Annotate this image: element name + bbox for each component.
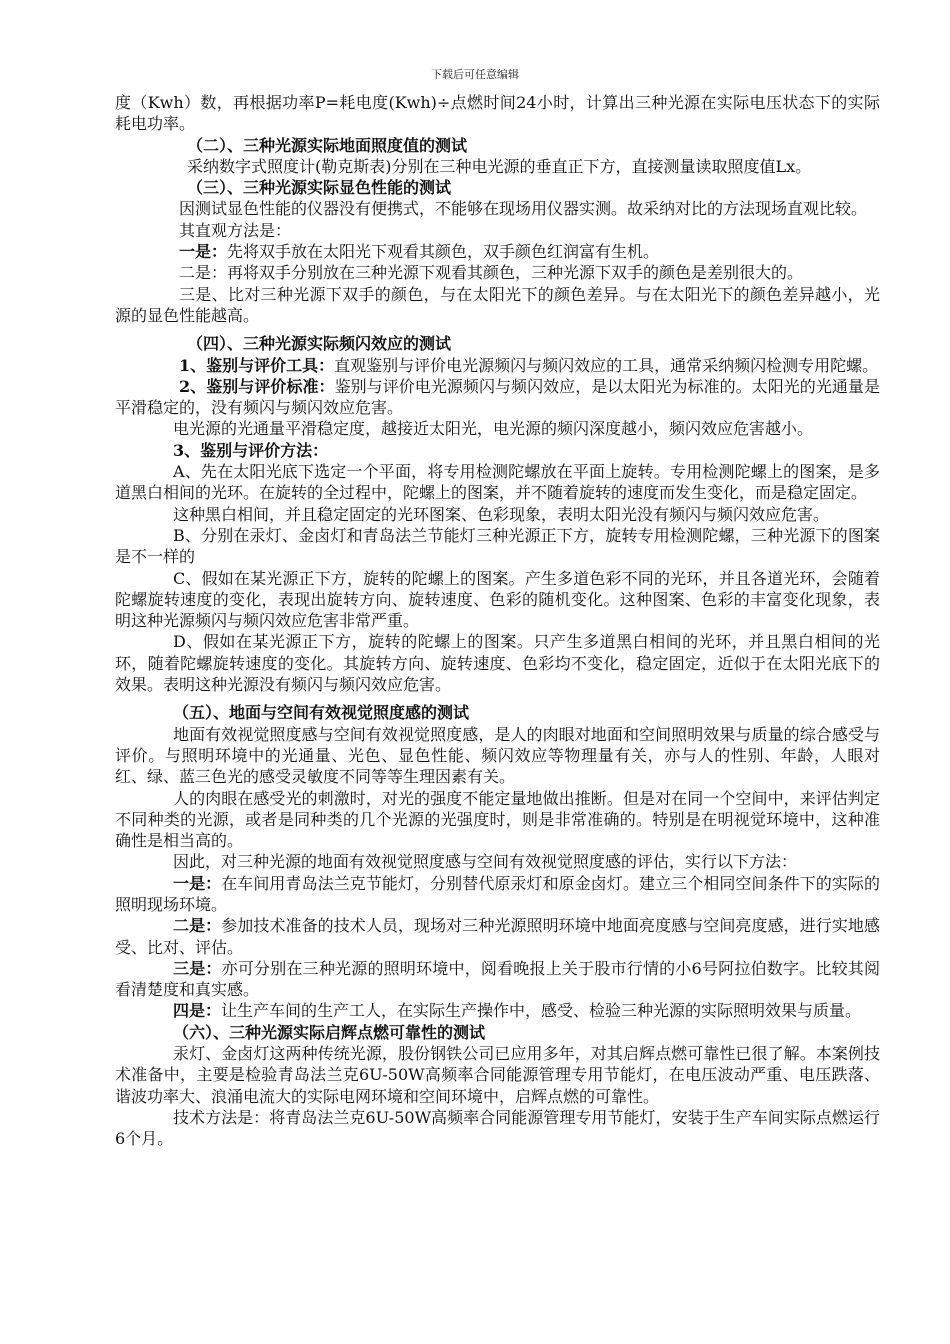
paragraph: 电光源的光通量平滑稳定度，越接近太阳光，电光源的频闪深度越小，频闪效应危害越小。: [173, 419, 814, 439]
item-text: 在车间用青岛法兰克节能灯，分别替代原汞灯和原金卤灯。建立三个相同空间条件下的实际的照明现场环境。: [115, 873, 880, 914]
paragraph: [115, 1000, 880, 1021]
item-text: 让生产车间的生产工人，在实际生产操作中，感受、检验三种光源的实际照明效果与质量。: [221, 1001, 862, 1021]
item-text: 直观鉴别与评价电光源频闪与频闪效应的工具，通常采纳频闪检测专用陀螺。: [334, 355, 879, 375]
item-label: 一是：: [179, 242, 228, 262]
item-label: 三是：: [173, 958, 222, 978]
paragraph: 因此，对三种光源的地面有效视觉照度感与空间有效视觉照度感的评估，实行以下方法：: [173, 852, 798, 872]
paragraph: [115, 915, 880, 958]
section-heading-4: （四）、三种光源实际频闪效应的测试: [187, 334, 452, 354]
paragraph: 其直观方法是：: [179, 220, 292, 240]
paragraph: 二是：再将双手分别放在三种光源下观看其颜色，三种光源下双手的颜色是差别很大的。: [179, 263, 804, 283]
paragraph: [115, 241, 880, 262]
paragraph: D、假如在某光源正下方，旋转的陀螺上的图案。只产生多道黑白相间的光环，并且黑白相间的光环，随着陀螺旋转速度的变化。其旋转方向、旋转速度、色彩均不变化，稳定固定，近似于在太阳光底下的效果。表明这种光源没有频闪与频闪效应危害。: [115, 632, 880, 695]
paragraph: 采纳数字式照度计(勒克斯表)分别在三种电光源的垂直正下方，直接测量读取照度值Lx。: [187, 156, 812, 176]
document-body: [115, 92, 880, 1150]
paragraph: [115, 355, 880, 376]
item-text: 亦可分别在三种光源的照明环境中，阅看晚报上关于股市行情的小6号阿拉伯数字。比较其阅看清楚度和真实感。: [115, 958, 880, 1000]
section-heading-2: （二）、三种光源实际地面照度值的测试: [187, 135, 468, 155]
paragraph: [115, 376, 880, 419]
item-text: 先将双手放在太阳光下观看其颜色，双手颜色红润富有生机。: [227, 242, 660, 262]
section-heading-3: （三）、三种光源实际显色性能的测试: [187, 178, 452, 198]
paragraph: [115, 873, 880, 916]
paragraph: 技术方法是：将青岛法兰克6U-50W高频率合同能源管理专用节能灯，安装于生产车间实际点燃运行6个月。: [115, 1107, 880, 1149]
paragraph: A、先在太阳光底下选定一个平面，将专用检测陀螺放在平面上旋转。专用检测陀螺上的图案，是多道黑白相间的光环。在旋转的全过程中，陀螺上的图案，并不随着旋转的速度而发生变化，而是稳定固定。: [115, 462, 880, 503]
item-label: 一是：: [173, 873, 222, 893]
item-text: 鉴别与评价电光源频闪与频闪效应，是以太阳光为标准的。太阳光的光通量是平滑稳定的，没有频闪与频闪效应危害。: [115, 376, 880, 418]
item-text: 参加技术准备的技术人员，现场对三种光源照明环境中地面亮度感与空间亮度感，进行实地感受、比对、评估。: [115, 916, 880, 957]
section-heading-5: （五）、地面与空间有效视觉照度感的测试: [173, 703, 470, 723]
section-heading-6: （六）、三种光源实际启辉点燃可靠性的测试: [173, 1022, 486, 1042]
paragraph: 三是、比对三种光源下双手的颜色，与在太阳光下的颜色差异。与在太阳光下的颜色差异越小，光源的显色性能越高。: [115, 284, 880, 325]
item-label: 2、鉴别与评价标准：: [179, 376, 335, 396]
paragraph: B、分别在汞灯、金卤灯和青岛法兰节能灯三种光源正下方，旋转专用检测陀螺，三种光源下的图案是不一样的: [115, 525, 880, 567]
paragraph: 人的肉眼在感受光的刺激时，对光的强度不能定量地做出推断。但是对在同一个空间中，来评估判定不同种类的光源，或者是同种类的几个光源的光强度时，则是非常准确的。特别是在明视觉环境中，这种准确性是相当高的。: [115, 788, 880, 851]
paragraph: 地面有效视觉照度感与空间有效视觉照度感，是人的肉眼对地面和空间照明效果与质量的综合感受与评价。与照明环境中的光通量、光色、显色性能、频闪效应等物理量有关，亦与人的性别、年龄，人眼对红、绿、蓝三色光的感受灵敏度不同等等生理因素有关。: [115, 724, 880, 787]
paragraph-label: 3、鉴别与评价方法：: [173, 440, 329, 460]
paragraph: [115, 958, 880, 1001]
paragraph: 汞灯、金卤灯这两种传统光源，股份钢铁公司已应用多年，对其启辉点燃可靠性已很了解。本案例技术准备中，主要是检验青岛法兰克6U-50W高频率合同能源管理专用节能灯，在电压波动严重、电压跌落、谐波功率大、浪涌电流大的实际电网环境和空间环境中，启辉点燃的可靠性。: [115, 1044, 880, 1106]
item-label: 二是：: [173, 916, 222, 936]
paragraph: 度（Kwh）数，再根据功率P=耗电度(Kwh)÷点燃时间24小时，计算出三种光源在实际电压状态下的实际耗电功率。: [115, 93, 880, 134]
paragraph: C、假如在某光源正下方，旋转的陀螺上的图案。产生多道色彩不同的光环，并且各道光环，会随着陀螺旋转速度的变化，表现出旋转方向、旋转速度、色彩的随机变化。这种图案、色彩的丰富变化现象，表明这种光源频闪与频闪效应危害非常严重。: [115, 568, 880, 631]
item-label: 四是：: [173, 1001, 222, 1021]
paragraph: 因测试显色性能的仪器没有便携式，不能够在现场用仪器实测。故采纳对比的方法现场直观比较。: [179, 199, 868, 219]
page-header: 下载后可任意编辑: [431, 68, 519, 81]
paragraph: 这种黑白相间，并且稳定固定的光环图案、色彩现象，表明太阳光没有频闪与频闪效应危害。: [173, 504, 830, 524]
item-label: 1、鉴别与评价工具：: [179, 355, 335, 375]
